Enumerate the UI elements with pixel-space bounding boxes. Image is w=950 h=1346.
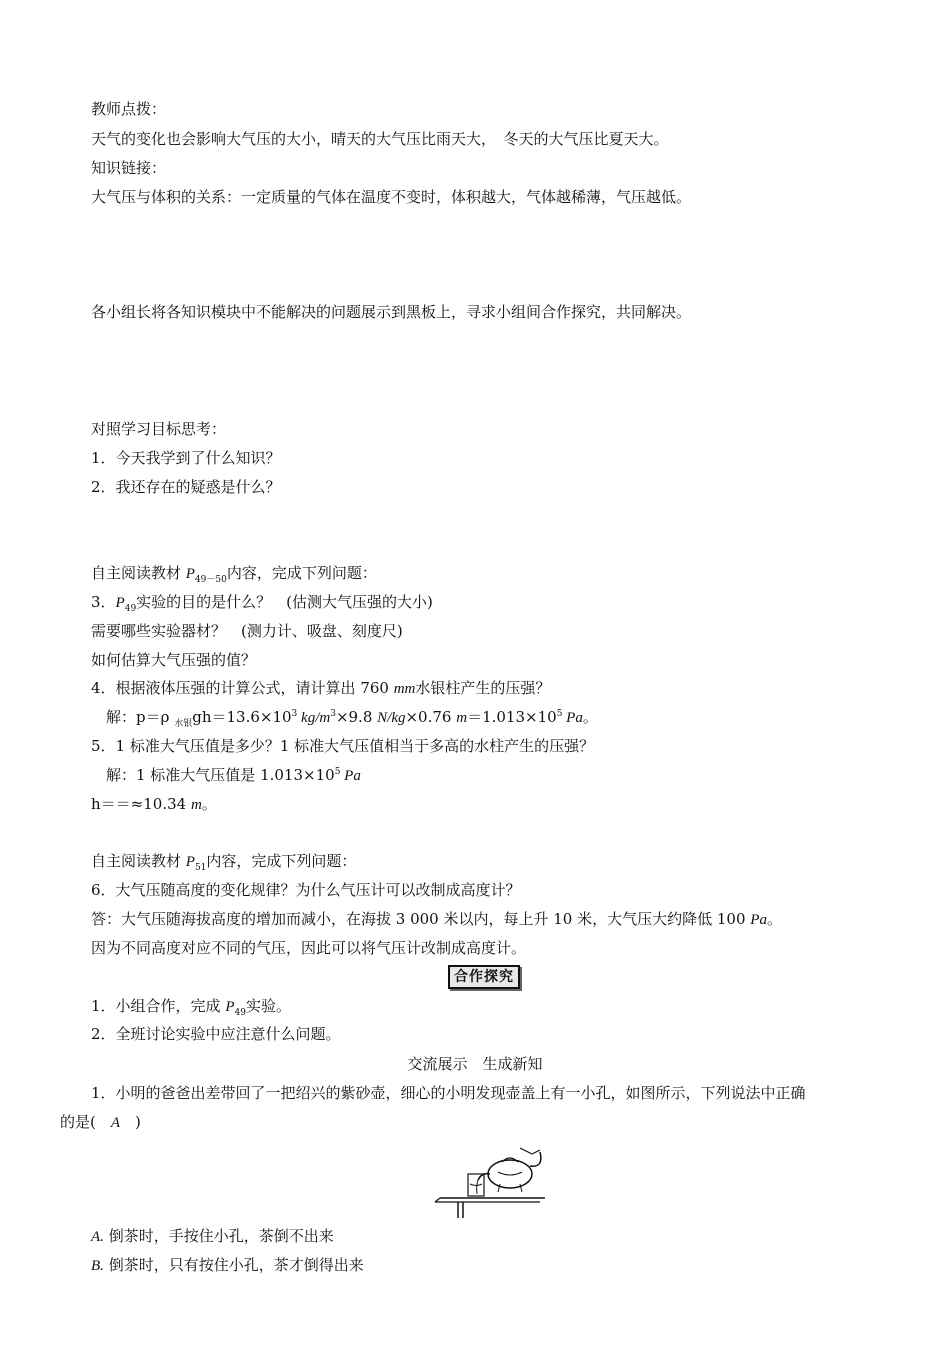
coop-item1-page-sub: 49	[234, 1008, 246, 1018]
reading1-page-sub: 49－50	[194, 575, 227, 585]
mc-question-1-line-1: 1．小明的爸爸出差带回了一把绍兴的紫砂壶，细心的小明发现壶盖上有一小孔，如图所示，下列说法中正确	[91, 1084, 806, 1102]
q4-unit-mm: mm	[393, 681, 416, 697]
q3-num: 3．	[91, 593, 116, 611]
question-3-line-2: 需要哪些实验器材？ (测力计、吸盘、刻度尺)	[91, 622, 403, 640]
mc1-option-a-text: 倒茶时，手按住小孔，茶倒不出来	[103, 1227, 334, 1245]
mc1-line2-a: 的是(	[60, 1113, 111, 1131]
cooperation-badge: 合作探究	[448, 965, 520, 989]
knowledge-link-heading: 知识链接：	[91, 159, 167, 177]
reflection-question-1: 1．今天我学到了什么知识？	[91, 449, 281, 467]
reading2-page-sub: 51	[194, 863, 207, 873]
reading-instruction-2	[91, 851, 356, 872]
q6-ans-a: 答：大气压随海拔高度的增加而减小，在海拔 3 000 米以内，每上升 10 米，大气压大约降低 100	[91, 910, 751, 928]
coop-item-1	[91, 996, 291, 1017]
reading2-page: P	[185, 854, 195, 870]
question-4	[91, 678, 550, 699]
question-3	[91, 592, 433, 613]
coop-item1-b: 实验。	[245, 997, 291, 1015]
q4-sol-e: ＝1.013×10	[467, 708, 557, 726]
q4-sol-unit3: m	[456, 710, 468, 726]
question-6-answer-2: 因为不同高度对应不同的气压，因此可以将气压计改制成高度计。	[91, 939, 527, 957]
q4-sol-c: ×9.8	[335, 708, 378, 726]
q4-sol-unit4: Pa	[562, 710, 583, 726]
mc1-option-b	[91, 1255, 364, 1276]
q5-h-end: 。	[201, 795, 217, 813]
question-5-solution	[106, 765, 361, 786]
question-6-answer	[91, 909, 782, 930]
mc1-option-b-letter: B.	[91, 1258, 104, 1274]
question-6: 6．大气压随高度的变化规律？为什么气压计可以改制成高度计？	[91, 881, 521, 899]
q4-sol-unit1: kg/m	[297, 710, 331, 726]
q3-page: P	[115, 595, 125, 611]
group-instruction: 各小组长将各知识模块中不能解决的问题展示到黑板上，寻求小组间合作探究，共同解决。	[91, 303, 692, 321]
q6-ans-end: 。	[766, 910, 782, 928]
mc1-option-b-text: 倒茶时，只有按住小孔，茶才倒得出来	[103, 1256, 364, 1274]
mc1-answer: A	[110, 1115, 121, 1131]
teapot-illustration	[430, 1140, 550, 1220]
mc-question-1-line-2	[60, 1112, 141, 1133]
q5-sol-a: 解：1 标准大气压值是 1.013×10	[106, 766, 335, 784]
reflection-heading: 对照学习目标思考：	[91, 420, 227, 438]
question-5-height	[91, 794, 217, 815]
teacher-tip-heading: 教师点拨：	[91, 100, 167, 118]
reading2-post: 内容，完成下列问题：	[206, 852, 357, 870]
reading-instruction-1	[91, 563, 377, 584]
q5-h-a: h＝＝≈10.34	[91, 795, 191, 813]
q4-sol-sub: 水银	[174, 719, 193, 729]
q4-sol-a: 解：p＝ρ	[106, 708, 175, 726]
exchange-title: 交流展示 生成新知	[407, 1055, 543, 1073]
reading1-post: 内容，完成下列问题：	[226, 564, 377, 582]
mc1-option-a	[91, 1226, 334, 1247]
q4-sol-unit2: N/kg	[377, 710, 406, 726]
q4-sol-end: 。	[582, 708, 598, 726]
q4-sol-sup1: 3	[291, 709, 298, 719]
coop-item-2: 2．全班讨论实验中应注意什么问题。	[91, 1025, 341, 1043]
knowledge-link-text: 大气压与体积的关系：一定质量的气体在温度不变时，体积越大，气体越稀薄，气压越低。	[91, 188, 692, 206]
q4-text-a: 4．根据液体压强的计算公式，请计算出 760	[91, 679, 394, 697]
q4-sol-b: gh＝13.6×10	[192, 708, 292, 726]
reading1-pre: 自主阅读教材	[91, 564, 186, 582]
q4-sol-sup3: 5	[556, 709, 563, 719]
q4-text-b: 水银柱产生的压强？	[415, 679, 551, 697]
q5-sol-sup: 5	[334, 767, 341, 777]
reading2-pre: 自主阅读教材	[91, 852, 186, 870]
question-3-line-3: 如何估算大气压强的值？	[91, 651, 257, 669]
coop-item1-page: P	[225, 999, 235, 1015]
mc1-line2-b: )	[120, 1113, 141, 1131]
coop-item1-a: 1．小组合作，完成	[91, 997, 226, 1015]
question-4-solution	[106, 707, 598, 728]
q4-sol-d: ×0.76	[405, 708, 457, 726]
q4-sol-sup2: 3	[330, 709, 336, 719]
q6-ans-unit: Pa	[750, 912, 767, 928]
reflection-question-2: 2．我还存在的疑惑是什么？	[91, 478, 281, 496]
mc1-option-a-letter: A.	[91, 1229, 104, 1245]
question-5: 5．1 标准大气压值是多少？1 标准大气压值相当于多高的水柱产生的压强？	[91, 737, 595, 755]
q5-sol-unit: Pa	[340, 768, 361, 784]
q3-text: 实验的目的是什么？ (估测大气压强的大小)	[136, 593, 433, 611]
reading1-page: P	[185, 566, 195, 582]
teacher-tip-text: 天气的变化也会影响大气压的大小，晴天的大气压比雨天大， 冬天的大气压比夏天大。	[91, 130, 669, 148]
q5-h-unit: m	[190, 797, 202, 813]
q3-page-sub: 49	[124, 604, 137, 614]
